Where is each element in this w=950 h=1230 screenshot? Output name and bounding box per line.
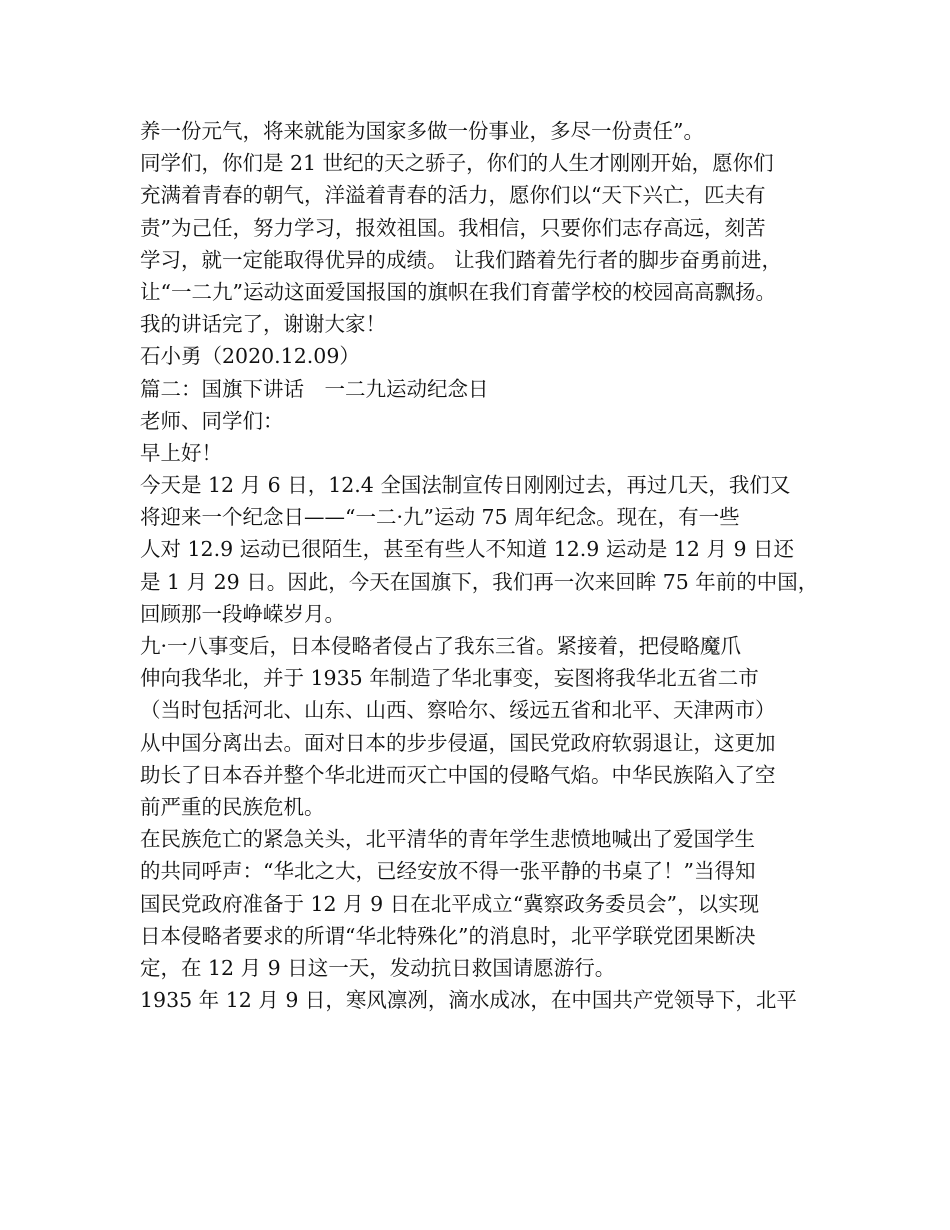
text-line: 1935 年 12 月 9 日，寒风凛冽，滴水成冰，在中国共产党领导下，北平 xyxy=(140,988,797,1013)
document-text xyxy=(140,115,840,1016)
text-line: 定，在 12 月 9 日这一天，发动抗日救国请愿游行。 xyxy=(140,955,616,980)
text-line: 从中国分离出去。面对日本的步步侵逼，国民党政府软弱退让，这更加 xyxy=(140,730,776,755)
text-line: 我的讲话完了，谢谢大家！ xyxy=(140,312,386,337)
text-line: 日本侵略者要求的所谓“华北特殊化”的消息时，北平学联党团果断决 xyxy=(140,923,756,948)
text-line: 在民族危亡的紧急关头，北平清华的青年学生悲愤地喊出了爱国学生 xyxy=(140,827,755,852)
text-line: 前严重的民族危机。 xyxy=(140,794,325,819)
text-line: 国民党政府准备于 12 月 9 日在北平成立“冀察政务委员会”，以实现 xyxy=(140,891,760,916)
text-line: 养一份元气，将来就能为国家多做一份事业，多尽一份责任”。 xyxy=(140,119,704,143)
text-line: 是 1 月 29 日。因此，今天在国旗下，我们再一次来回眸 75 年前的中国， xyxy=(140,569,819,594)
text-line: 早上好！ xyxy=(140,440,222,465)
text-line: 回顾那一段峥嵘岁月。 xyxy=(140,601,345,626)
text-line: 伸向我华北，并于 1935 年制造了华北事变，妄图将我华北五省二市 xyxy=(140,666,759,691)
text-line: 今天是 12 月 6 日，12.4 全国法制宣传日刚刚过去，再过几天，我们又 xyxy=(140,473,791,498)
text-line: 责”为己任，努力学习，报效祖国。我相信，只要你们志存高远，刻苦 xyxy=(140,215,766,240)
text-line: 人对 12.9 运动已很陌生，甚至有些人不知道 12.9 运动是 12 月 9 日还 xyxy=(140,537,795,562)
text-line: 将迎来一个纪念日——“一二·九”运动 75 周年纪念。现在，有一些 xyxy=(140,505,740,530)
text-line: 同学们，你们是 21 世纪的天之骄子，你们的人生才刚刚开始，愿你们 xyxy=(140,151,774,176)
text-line: 的共同呼声：“华北之大，已经安放不得一张平静的书桌了！”当得知 xyxy=(140,859,756,884)
text-line: （当时包括河北、山东、山西、察哈尔、绥远五省和北平、天津两市） xyxy=(140,698,776,723)
author-line: 石小勇（2020.12.09） xyxy=(140,344,360,369)
text-line: 老师、同学们： xyxy=(140,408,284,433)
text-line: 学习，就一定能取得优异的成绩。 让我们踏着先行者的脚步奋勇前进， xyxy=(140,247,783,272)
text-line: 助长了日本吞并整个华北进而灭亡中国的侵略气焰。中华民族陷入了空 xyxy=(140,762,776,787)
text-line: 让“一二九”运动这面爱国报国的旗帜在我们育蕾学校的校园高高飘扬。 xyxy=(140,279,776,304)
section-heading: 篇二：国旗下讲话 一二九运动纪念日 xyxy=(140,376,489,401)
text-line: 充满着青春的朝气，洋溢着青春的活力，愿你们以“天下兴亡，匹夫有 xyxy=(140,183,766,208)
text-line: 九·一八事变后，日本侵略者侵占了我东三省。紧接着，把侵略魔爪 xyxy=(140,634,742,658)
